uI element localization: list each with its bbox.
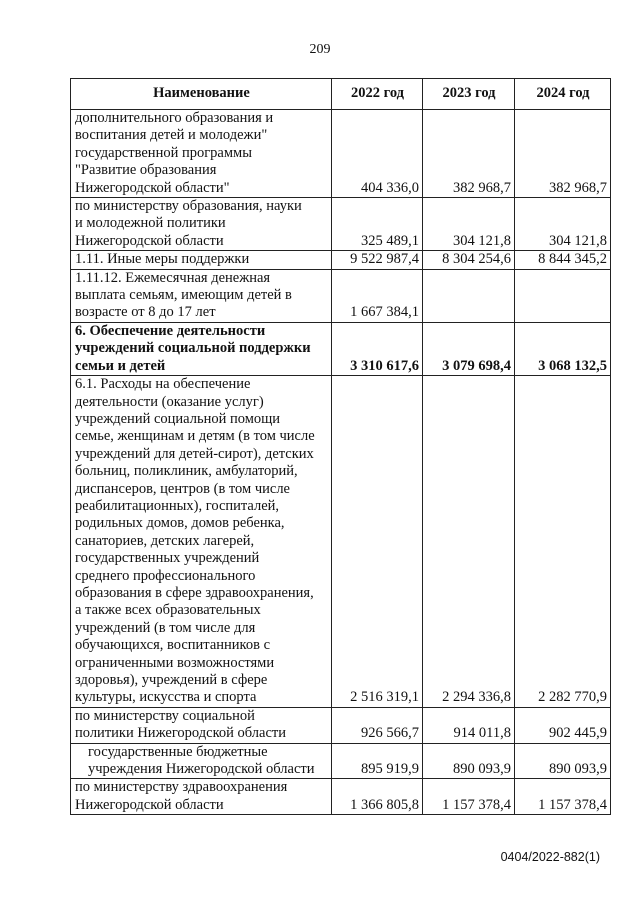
row-value-2022: 2 516 319,1	[332, 376, 423, 708]
row-value-2022: 895 919,9	[332, 743, 423, 779]
row-name-cell: по министерству здравоохранения Нижегородской области	[71, 779, 332, 815]
row-value-2023: 304 121,8	[423, 198, 515, 251]
row-name-cell: 6.1. Расходы на обеспечение деятельности (оказание услуг) учреждений социальной помощи семье, женщинам и детям (в том числе учреждений для детей-сирот), детских больниц, поликлиник, амбулаторий, диспансеров, центров (в том числе реабилитационных), госпиталей, родильных домов, домов ребенка, санаториев, детских лагерей, государственных учреждений среднего профессионального образования в сфере здравоохранения, а также всех образовательных учреждений (в том числе для обучающихся, воспитанников с ограниченными возможностями здоровья), учреждений в сфере культуры, искусства и спорта	[71, 376, 332, 708]
table-row	[71, 251, 611, 269]
table-header-row	[71, 79, 611, 110]
row-value-2023: 3 079 698,4	[423, 322, 515, 375]
row-value-2023: 2 294 336,8	[423, 376, 515, 708]
row-value-2024: 902 445,9	[515, 707, 611, 743]
row-name-cell: государственные бюджетные учреждения Нижегородской области	[71, 743, 332, 779]
row-value-2022: 926 566,7	[332, 707, 423, 743]
document-code: 0404/2022-882(1)	[500, 850, 600, 864]
row-value-2024: 3 068 132,5	[515, 322, 611, 375]
row-value-2022: 325 489,1	[332, 198, 423, 251]
row-value-2024: 304 121,8	[515, 198, 611, 251]
table-row	[71, 779, 611, 815]
row-name-cell: дополнительного образования и воспитания детей и молодежи" государственной программы "Развитие образования Нижегородской области"	[71, 110, 332, 198]
budget-table	[70, 78, 611, 815]
table-row	[71, 743, 611, 779]
header-name: Наименование	[71, 79, 332, 110]
row-name-cell: 1.11.12. Ежемесячная денежная выплата семьям, имеющим детей в возрасте от 8 до 17 лет	[71, 269, 332, 322]
row-value-2024: 382 968,7	[515, 110, 611, 198]
row-name-cell: по министерству социальной политики Нижегородской области	[71, 707, 332, 743]
row-value-2023: 1 157 378,4	[423, 779, 515, 815]
table-body	[71, 110, 611, 815]
row-value-2024: 8 844 345,2	[515, 251, 611, 269]
row-value-2023	[423, 269, 515, 322]
table-row	[71, 198, 611, 251]
row-value-2024: 1 157 378,4	[515, 779, 611, 815]
table-row	[71, 707, 611, 743]
row-value-2024: 2 282 770,9	[515, 376, 611, 708]
row-value-2022: 1 667 384,1	[332, 269, 423, 322]
table-row	[71, 376, 611, 708]
row-value-2022: 3 310 617,6	[332, 322, 423, 375]
row-value-2024: 890 093,9	[515, 743, 611, 779]
row-value-2023: 914 011,8	[423, 707, 515, 743]
page-number: 209	[309, 42, 331, 57]
row-value-2023: 382 968,7	[423, 110, 515, 198]
row-name-cell: 1.11. Иные меры поддержки	[71, 251, 332, 269]
row-value-2022: 404 336,0	[332, 110, 423, 198]
row-value-2022: 1 366 805,8	[332, 779, 423, 815]
header-2022: 2022 год	[332, 79, 423, 110]
header-2024: 2024 год	[515, 79, 611, 110]
table-row	[71, 110, 611, 198]
row-name-cell: по министерству образования, науки и молодежной политики Нижегородской области	[71, 198, 332, 251]
row-name-cell: 6. Обеспечение деятельности учреждений социальной поддержки семьи и детей	[71, 322, 332, 375]
row-value-2024	[515, 269, 611, 322]
table-row	[71, 269, 611, 322]
row-value-2023: 890 093,9	[423, 743, 515, 779]
table-row	[71, 322, 611, 375]
row-value-2022: 9 522 987,4	[332, 251, 423, 269]
header-2023: 2023 год	[423, 79, 515, 110]
row-value-2023: 8 304 254,6	[423, 251, 515, 269]
